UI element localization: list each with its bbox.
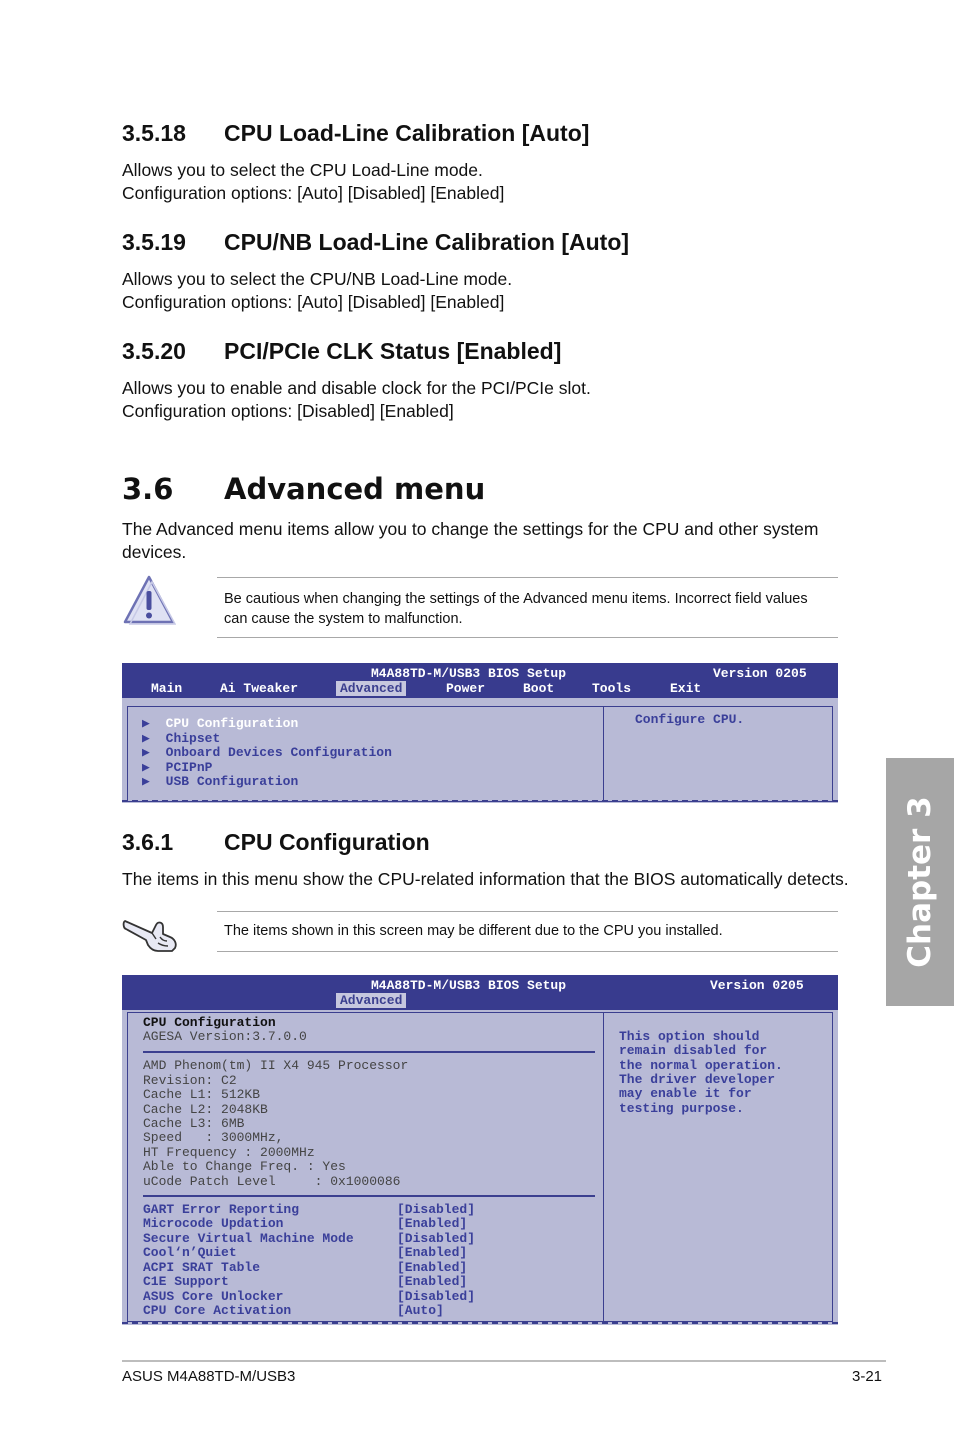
chapter-section-heading [122,472,822,510]
bios-tab-exit[interactable]: Exit [670,681,702,696]
bios-tab-advanced[interactable]: Advanced [336,681,406,696]
setting-name: ACPI SRAT Table [143,1260,261,1275]
section-body [122,268,862,314]
bios-menu-panel [127,706,604,802]
bios-settings-panel [127,1012,604,1322]
bios-divider [143,1195,595,1197]
bios-title: M4A88TD-M/USB3 BIOS Setup [371,978,567,993]
bios-tab-main[interactable]: Main [151,681,183,696]
warning-icon [122,574,176,626]
setting-value: [Disabled] [397,1289,476,1304]
bios-tab-advanced[interactable]: Advanced [336,993,406,1008]
section-number: 3.5.19 [122,229,186,255]
bios-help-line: The driver developer [619,1072,776,1087]
section-number: 3.5.20 [122,338,186,364]
setting-name: ASUS Core Unlocker [143,1289,284,1304]
setting-name: GART Error Reporting [143,1202,300,1217]
body-line: Allows you to select the CPU/NB Load-Line mode. [122,269,513,289]
footer-page-number: 3-21 [852,1368,883,1385]
caution-text [224,589,836,629]
bios-divider [143,1051,595,1053]
setting-value: [Auto] [397,1303,444,1318]
bios-title-bar [122,663,838,698]
bios-setting-cool-n-quiet[interactable] [143,1246,583,1261]
bios-help-line: testing purpose. [619,1101,744,1116]
bios-tab-tools[interactable]: Tools [592,681,632,696]
bios-setting-microcode-updation[interactable] [143,1217,583,1232]
setting-name: CPU Core Activation [143,1303,292,1318]
setting-name: Secure Virtual Machine Mode [143,1231,354,1246]
bios-bottom-border [122,800,838,802]
bios-screen-advanced [122,663,838,803]
bios-info-line: uCode Patch Level : 0x1000086 [143,1174,401,1189]
section-heading-3-5-20 [122,338,822,366]
setting-value: [Enabled] [397,1260,468,1275]
bios-title: M4A88TD-M/USB3 BIOS Setup [371,666,567,681]
bios-info-line: Speed : 3000MHz, [143,1130,284,1145]
bios-menu-label: Chipset [165,731,221,746]
bios-info-line: HT Frequency : 2000MHz [143,1145,315,1160]
section-body [122,159,862,205]
section-title: PCI/PCIe CLK Status [Enabled] [224,338,562,364]
bios-setting-cpu-core-activation[interactable] [143,1304,583,1319]
bios-tab-boot[interactable]: Boot [523,681,555,696]
bios-menu-label: USB Configuration [165,774,299,789]
footer-divider [122,1360,886,1362]
body-line: Configuration options: [Auto] [Disabled] [Enabled] [122,292,505,312]
bios-screen-cpu-configuration [122,975,838,1325]
body-line: Allows you to select the CPU Load-Line mode. [122,160,483,180]
bios-help-panel [603,706,833,802]
body-line: Configuration options: [Disabled] [Enabled] [122,401,454,421]
bios-agesa-version: AGESA Version:3.7.0.0 [143,1029,307,1044]
arrow-right-icon: ▶ [142,716,150,731]
bios-help-text: Configure CPU. [635,712,745,727]
bios-help-line: remain disabled for [619,1043,768,1058]
section-number: 3.6 [122,472,174,506]
section-heading-3-5-18 [122,120,822,148]
pointing-hand-icon [122,907,182,953]
body-line: The Advanced menu items allow you to change the settings for the CPU and other system [122,519,819,539]
setting-value: [Enabled] [397,1216,468,1231]
section-title: Advanced menu [224,472,486,506]
bios-menu-label: CPU Configuration [165,716,299,731]
section-heading-3-6-1 [122,829,822,857]
bios-info-line: AMD Phenom(tm) II X4 945 Processor [143,1058,409,1073]
body-line: Allows you to enable and disable clock for the PCI/PCIe slot. [122,378,591,398]
setting-name: C1E Support [143,1274,229,1289]
section-title: CPU/NB Load-Line Calibration [Auto] [224,229,630,255]
advanced-intro [122,518,862,564]
bios-info-line: Revision: C2 [143,1073,237,1088]
bios-version: Version 0205 [710,978,804,993]
body-line: devices. [122,542,187,562]
bios-version: Version 0205 [713,666,807,681]
chapter-side-tab [886,758,954,1006]
bios-menu-label: PCIPnP [165,760,213,775]
bios-tab-ai-tweaker[interactable]: Ai Tweaker [220,681,299,696]
bios-panel-heading: CPU Configuration [143,1015,276,1030]
chapter-label: Chapter 3 [902,796,938,968]
bios-menu-item-cpu-configuration[interactable] [142,717,298,732]
bios-help-line: This option should [619,1029,760,1044]
bios-menu-item-onboard-devices[interactable] [142,746,392,761]
cpu-config-intro: The items in this menu show the CPU-related information that the BIOS automatically detects. [122,869,849,889]
bios-help-line: may enable it for [619,1086,752,1101]
section-body [122,377,862,423]
arrow-right-icon: ▶ [142,745,150,760]
section-number: 3.5.18 [122,120,186,146]
setting-value: [Enabled] [397,1274,468,1289]
body-line: Configuration options: [Auto] [Disabled] [Enabled] [122,183,505,203]
bios-menu-item-usb-configuration[interactable] [142,775,298,790]
caution-line: can cause the system to malfunction. [224,611,463,627]
bios-setting-c1e-support[interactable] [143,1275,583,1290]
bios-info-line: Able to Change Freq. : Yes [143,1159,346,1174]
setting-value: [Enabled] [397,1245,468,1260]
caution-line: Be cautious when changing the settings of the Advanced menu items. Incorrect field values [224,591,808,607]
section-number: 3.6.1 [122,829,174,855]
section-title: CPU Configuration [224,829,430,855]
bios-info-line: Cache L2: 2048KB [143,1102,268,1117]
caution-note [217,577,838,638]
section-heading-3-5-19 [122,229,822,257]
section-title: CPU Load-Line Calibration [Auto] [224,120,590,146]
bios-title-bar [122,975,838,1010]
footer-product: ASUS M4A88TD-M/USB3 [122,1368,296,1385]
bios-bottom-border [122,1322,838,1324]
bios-info-line: Cache L3: 6MB [143,1116,245,1131]
bios-tab-power[interactable]: Power [446,681,486,696]
arrow-right-icon: ▶ [142,760,150,775]
setting-name: Cool‘n’Quiet [143,1245,237,1260]
setting-name: Microcode Updation [143,1216,284,1231]
arrow-right-icon: ▶ [142,731,150,746]
setting-value: [Disabled] [397,1202,476,1217]
bios-help-panel [603,1012,833,1322]
bios-help-line: the normal operation. [619,1058,783,1073]
bios-menu-label: Onboard Devices Configuration [165,745,392,760]
setting-value: [Disabled] [397,1231,476,1246]
arrow-right-icon: ▶ [142,774,150,789]
bios-info-line: Cache L1: 512KB [143,1087,261,1102]
hand-note [217,911,838,952]
hand-note-text: The items shown in this screen may be different due to the CPU you installed. [224,923,723,939]
